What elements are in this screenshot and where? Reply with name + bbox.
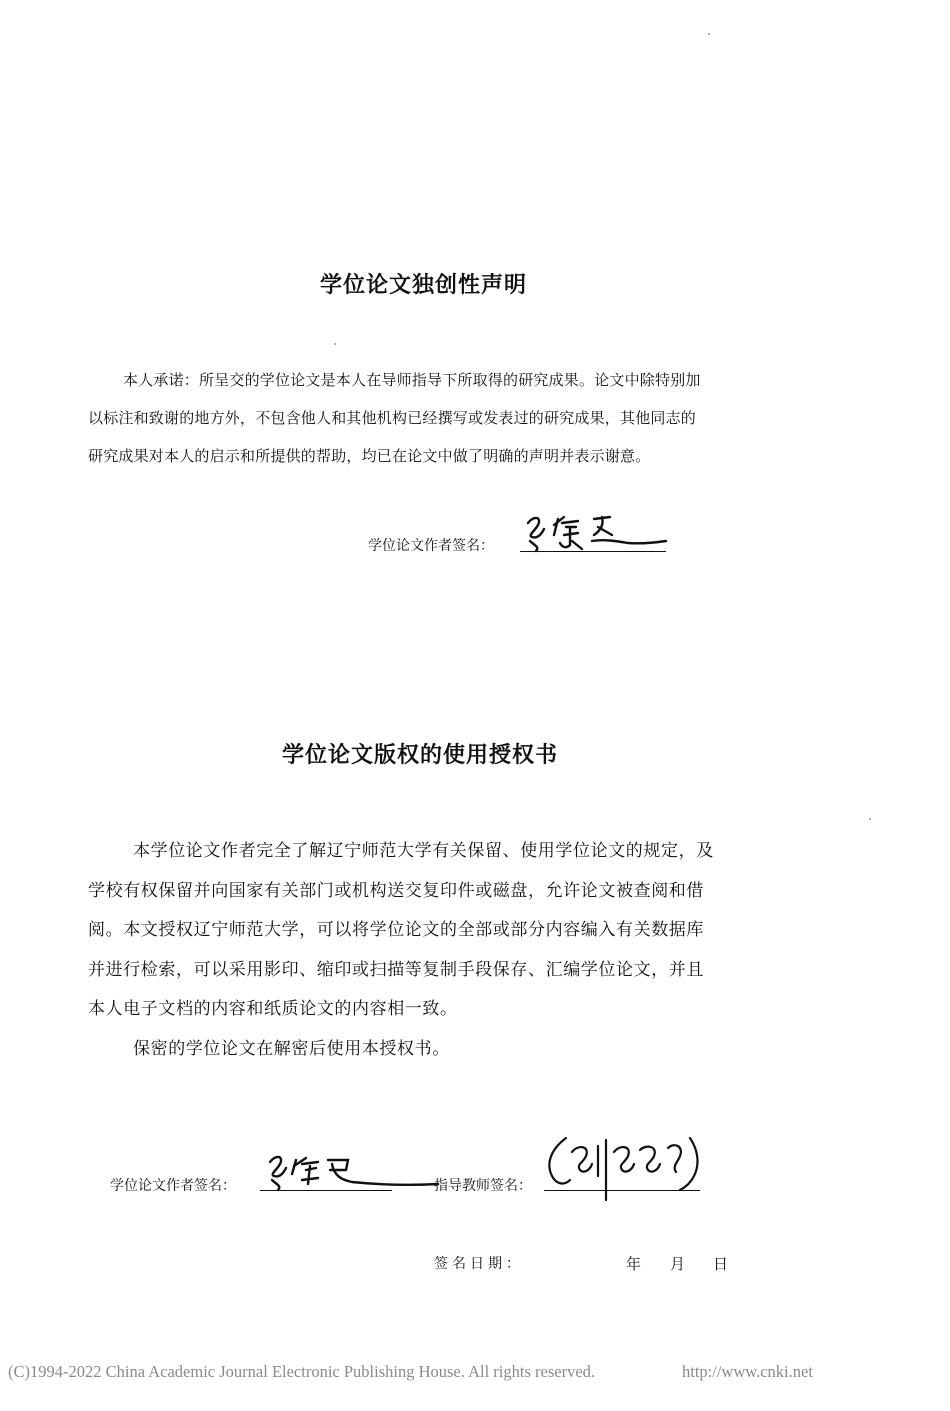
declaration-line-1: 本人承诺：所呈交的学位论文是本人在导师指导下所取得的研究成果。论文中除特别加 <box>123 371 701 389</box>
author-signature-label: 学位论文作者签名： <box>110 1178 236 1194</box>
footer-url: http://www.cnki.net <box>682 1362 813 1381</box>
authorization-secrecy-line: 保密的学位论文在解密后使用本授权书。 <box>133 1038 450 1059</box>
authorization-paragraph <box>88 832 808 1069</box>
declaration-signature-label: 学位论文作者签名： <box>368 538 494 554</box>
authorization-line-1: 本学位论文作者完全了解辽宁师范大学有关保留、使用学位论文的规定，及 <box>133 841 714 861</box>
scan-speck <box>334 343 336 345</box>
declaration-line-2: 以标注和致谢的地方外，不包含他人和其他机构已经撰写或发表过的研究成果，其他同志的 <box>88 409 697 427</box>
date-year-char: 年 <box>626 1255 642 1273</box>
advisor-signature-label: 指导教师签名： <box>434 1178 532 1194</box>
scan-speck <box>708 33 710 35</box>
authorization-title: 学位论文版权的使用授权书 <box>282 743 559 768</box>
date-month-char: 月 <box>670 1255 686 1273</box>
declaration-line-3: 研究成果对本人的启示和所提供的帮助，均已在论文中做了明确的声明并表示谢意。 <box>88 447 651 465</box>
authorization-line-3: 阅。本文授权辽宁师范大学，可以将学位论文的全部或部分内容编入有关数据库 <box>88 920 704 940</box>
declaration-title: 学位论文独创性声明 <box>320 273 528 298</box>
authorization-line-2: 学校有权保留并向国家有关部门或机构送交复印件或磁盘，允许论文被查阅和借 <box>88 880 704 901</box>
declaration-paragraph <box>88 361 808 475</box>
signature-date-label: 签名日期： <box>434 1256 524 1272</box>
advisor-handwritten-signature <box>540 1128 710 1204</box>
date-day-char: 日 <box>713 1255 729 1273</box>
footer-copyright: (C)1994-2022 China Academic Journal Electronic Publishing House. All rights reserved. <box>8 1362 596 1381</box>
scan-speck <box>869 818 871 820</box>
declaration-handwritten-signature <box>520 505 670 555</box>
author-handwritten-signature <box>262 1148 442 1194</box>
authorization-line-5: 本人电子文档的内容和纸质论文的内容相一致。 <box>88 999 458 1019</box>
authorization-line-4: 并进行检索，可以采用影印、缩印或扫描等复制手段保存、汇编学位论文，并且 <box>88 959 704 980</box>
